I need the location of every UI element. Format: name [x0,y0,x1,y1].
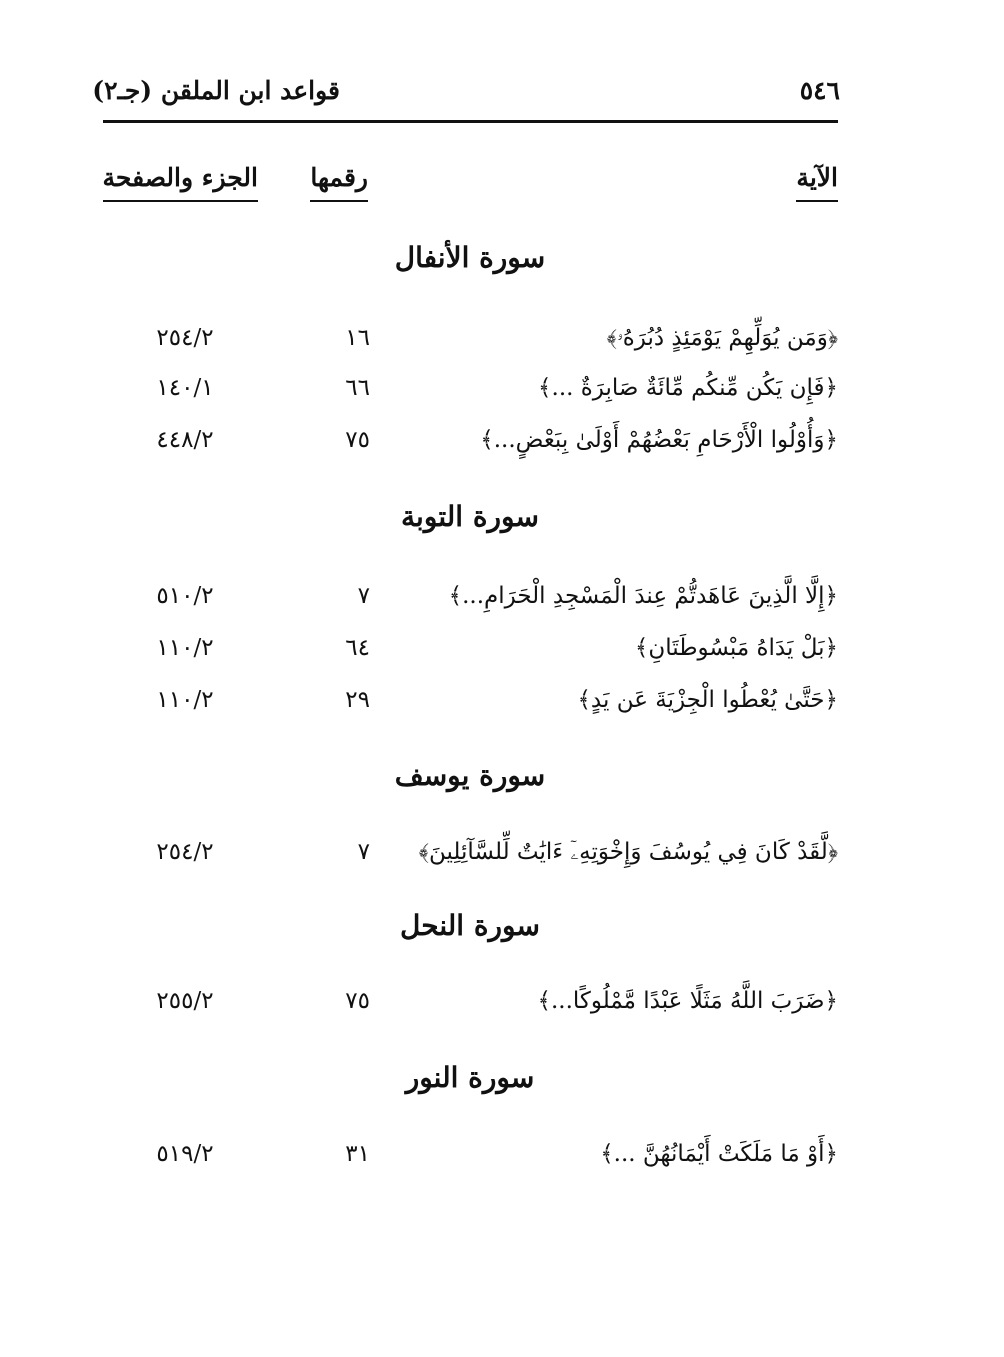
table-row [0,1134,1004,1174]
verse-number: ٢٩ [345,687,370,713]
verse-number: ١٦ [345,325,370,351]
table-row [0,680,1004,720]
verse-number: ٦٤ [345,635,370,661]
part-page-ref: ١٤٠/١ [156,375,214,401]
verse-number: ٧٥ [345,988,370,1014]
verse-text: ﴿فَإِن يَكُن مِّنكُم مِّائَةٌ صَابِرَةٌ ...﴾ [538,375,838,401]
part-page-ref: ٢٥٤/٢ [156,839,214,865]
verse-number: ٧ [357,583,370,609]
part-page-ref: ٢٥٥/٢ [156,988,214,1014]
page-number: ٥٤٦ [799,76,840,105]
verse-text: ﴿حَتَّىٰ يُعْطُوا الْجِزْيَةَ عَن يَدٍ﴾ [577,687,838,713]
verse-text: ﴿أَوْ مَا مَلَكَتْ أَيْمَانُهُنَّ ...﴾ [600,1141,838,1167]
part-page-ref: ٤٤٨/٢ [156,427,214,453]
surah-title: سورة النور [405,1061,535,1094]
part-page-ref: ١١٠/٢ [156,635,214,661]
verse-text: ﴿بَلْ يَدَاهُ مَبْسُوطَتَانِ﴾ [634,635,838,661]
book-title: قواعد ابن الملقن (جـ٢) [92,76,340,105]
verse-text: ﴿ضَرَبَ اللَّهُ مَثَلًا عَبْدًا مَّمْلُوكًا...﴾ [537,988,838,1014]
header-rule [103,120,838,123]
surah-title: سورة التوبة [401,500,539,533]
surah-title: سورة النحل [400,909,540,942]
table-row [0,832,1004,872]
verse-number: ٧ [357,839,370,865]
table-row [0,628,1004,668]
surah-title: سورة الأنفال [394,241,546,274]
column-header-number: رقمها [310,160,368,202]
verse-number: ٣١ [345,1141,370,1167]
table-row [0,576,1004,616]
column-header-part-page: الجزء والصفحة [103,160,258,202]
verse-number: ٦٦ [345,375,370,401]
part-page-ref: ١١٠/٢ [156,687,214,713]
table-row [0,318,1004,358]
table-row [0,981,1004,1021]
verse-text: ﴿وَأُوْلُوا الْأَرْحَامِ بَعْضُهُمْ أَوْلَىٰ بِبَعْضٍ...﴾ [480,427,838,453]
verse-number: ٧٥ [345,427,370,453]
surah-title: سورة يوسف [394,759,546,792]
table-row [0,368,1004,408]
column-header-verse: الآية [796,160,838,202]
part-page-ref: ٢٥٤/٢ [156,325,214,351]
verse-text: ﴿لَّقَدْ كَانَ فِي يُوسُفَ وَإِخْوَتِهِۦٓ ءَايَٰتٌ لِّلسَّآئِلِينَ﴾ [418,839,838,865]
part-page-ref: ٥١٠/٢ [156,583,214,609]
part-page-ref: ٥١٩/٢ [156,1141,214,1167]
table-row [0,420,1004,460]
verse-text: ﴿إِلَّا الَّذِينَ عَاهَدتُّمْ عِندَ الْمَسْجِدِ الْحَرَامِ...﴾ [448,583,838,609]
verse-text: ﴿وَمَن يُوَلِّهِمْ يَوْمَئِذٍ دُبُرَهُۥ﴾ [606,325,838,351]
